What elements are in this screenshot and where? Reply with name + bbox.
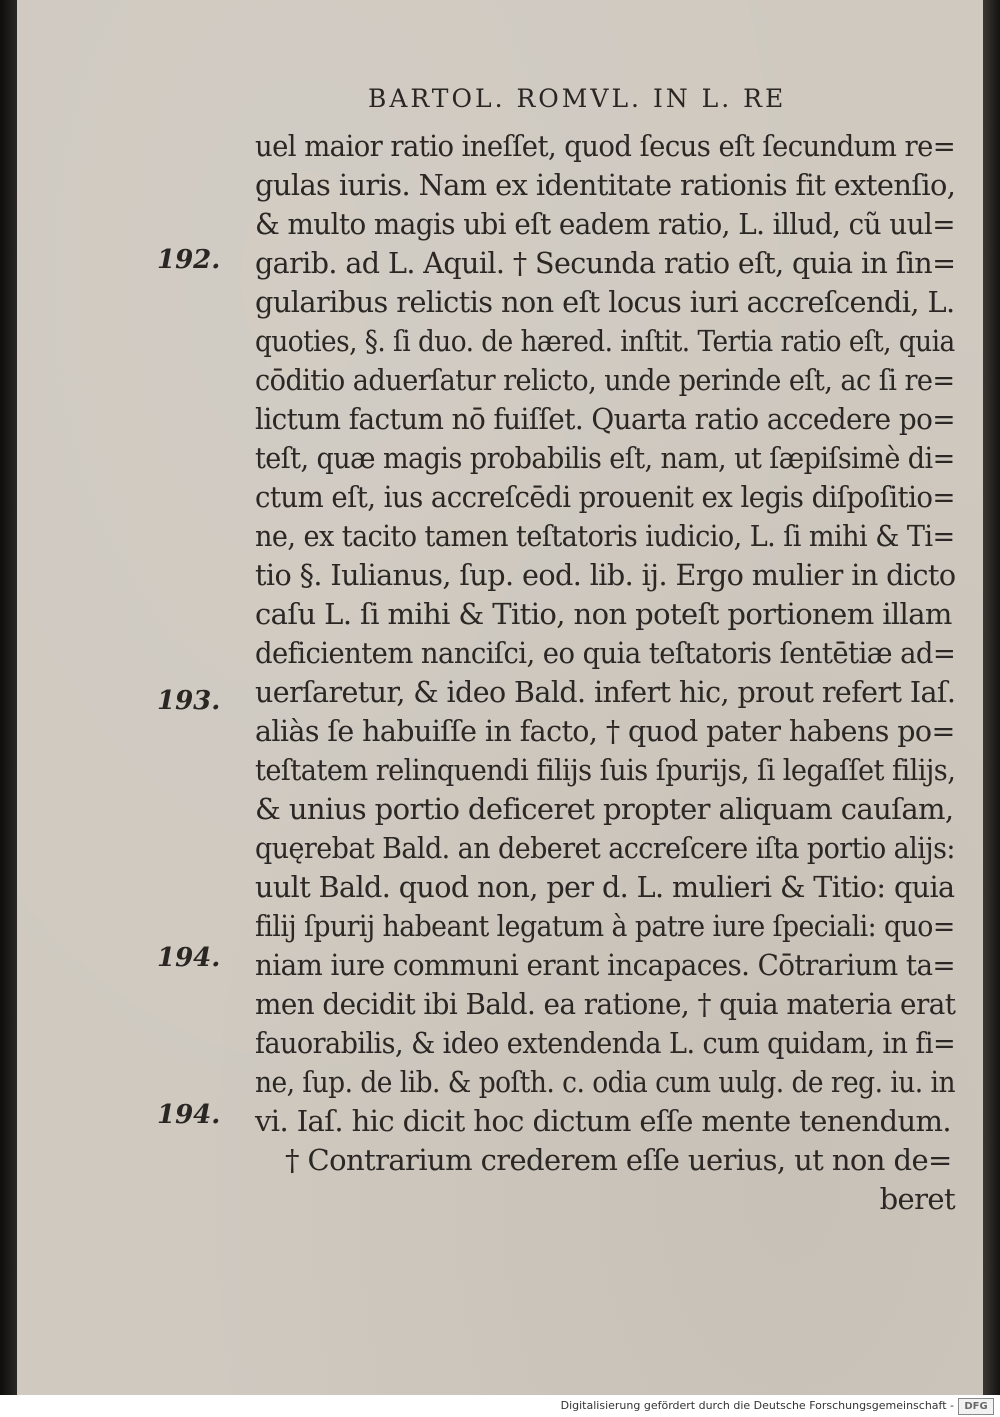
margin-number: 194.: [157, 943, 221, 973]
text-line: uult Bald. quod non, per d. L. mulieri & Titio: quia: [255, 870, 955, 904]
text-line: teſt, quæ magis probabilis eſt, nam, ut ſæpiſsimè di=: [255, 441, 955, 475]
dfg-logo: DFG: [958, 1398, 994, 1415]
scan-right-edge: [983, 0, 1000, 1395]
running-head: BARTOL. ROMVL. IN L. RE: [368, 84, 787, 113]
text-line: aliàs ſe habuiſſe in facto, † quod pater habens po=: [255, 714, 955, 748]
text-line: gularibus relictis non eſt locus iuri accreſcendi, L.: [255, 285, 955, 319]
text-line: uerſaretur, & ideo Bald. infert hic, prout refert Iaſ.: [255, 675, 956, 709]
text-line: deficientem nanciſci, eo quia teſtatoris ſentētiæ ad=: [255, 636, 956, 670]
text-line: ctum eſt, ius accreſcēdi prouenit ex legis diſpoſitio=: [255, 480, 955, 514]
text-line: caſu L. ſi mihi & Titio, non poteſt portionem illam: [255, 597, 952, 631]
text-line: † Contrarium crederem eſſe uerius, ut non de=: [285, 1143, 952, 1177]
margin-number: 194.: [157, 1100, 221, 1130]
text-line: fauorabilis, & ideo extendenda L. cum quidam, in fi=: [255, 1026, 956, 1060]
text-line: filij ſpurij habeant legatum à patre iure ſpeciali: quo=: [255, 909, 955, 943]
text-line: niam iure communi erant incapaces. Cōtrarium ta=: [255, 948, 956, 982]
text-line: tio §. Iulianus, ſup. eod. lib. ij. Ergo mulier in dicto: [255, 558, 956, 592]
margin-number: 192.: [157, 245, 221, 275]
text-line: garib. ad L. Aquil. † Secunda ratio eſt, quia in ſin=: [255, 246, 956, 280]
text-line: teſtatem relinquendi filijs ſuis ſpurijs, ſi legaſſet filijs,: [255, 753, 956, 787]
text-line: ne, ſup. de lib. & poſth. c. odia cum uulg. de reg. iu. in: [255, 1065, 955, 1099]
text-line: lictum factum nō fuiſſet. Quarta ratio accedere po=: [255, 402, 956, 436]
scan-left-edge: [0, 0, 17, 1395]
text-line: quoties, §. ſi duo. de hæred. inſtit. Tertia ratio eſt, quia: [255, 324, 955, 358]
text-line: cōditio aduerſatur relicto, unde perinde eſt, ac ſi re=: [255, 363, 955, 397]
margin-number: 193.: [157, 686, 221, 716]
text-line: men decidit ibi Bald. ea ratione, † quia materia erat: [255, 987, 956, 1021]
text-line: vi. Iaſ. hic dicit hoc dictum eſſe mente tenendum.: [255, 1104, 952, 1138]
text-line: quęrebat Bald. an deberet accreſcere iſta portio alijs:: [255, 831, 955, 865]
text-line: gulas iuris. Nam ex identitate rationis fit extenſio,: [255, 168, 956, 202]
footer-bar: [0, 1395, 1000, 1417]
text-line: & unius portio deficeret propter aliquam cauſam,: [255, 792, 954, 826]
text-line: & multo magis ubi eſt eadem ratio, L. illud, cũ uul=: [255, 207, 955, 241]
text-line: ne, ex tacito tamen teſtatoris iudicio, L. ſi mihi & Ti=: [255, 519, 955, 553]
text-line: uel maior ratio ineſſet, quod ſecus eſt ſecundum re=: [255, 129, 956, 163]
funding-notice: Digitalisierung gefördert durch die Deutsche Forschungsgemeinschaft -: [560, 1399, 954, 1412]
catchword: beret: [879, 1182, 955, 1216]
